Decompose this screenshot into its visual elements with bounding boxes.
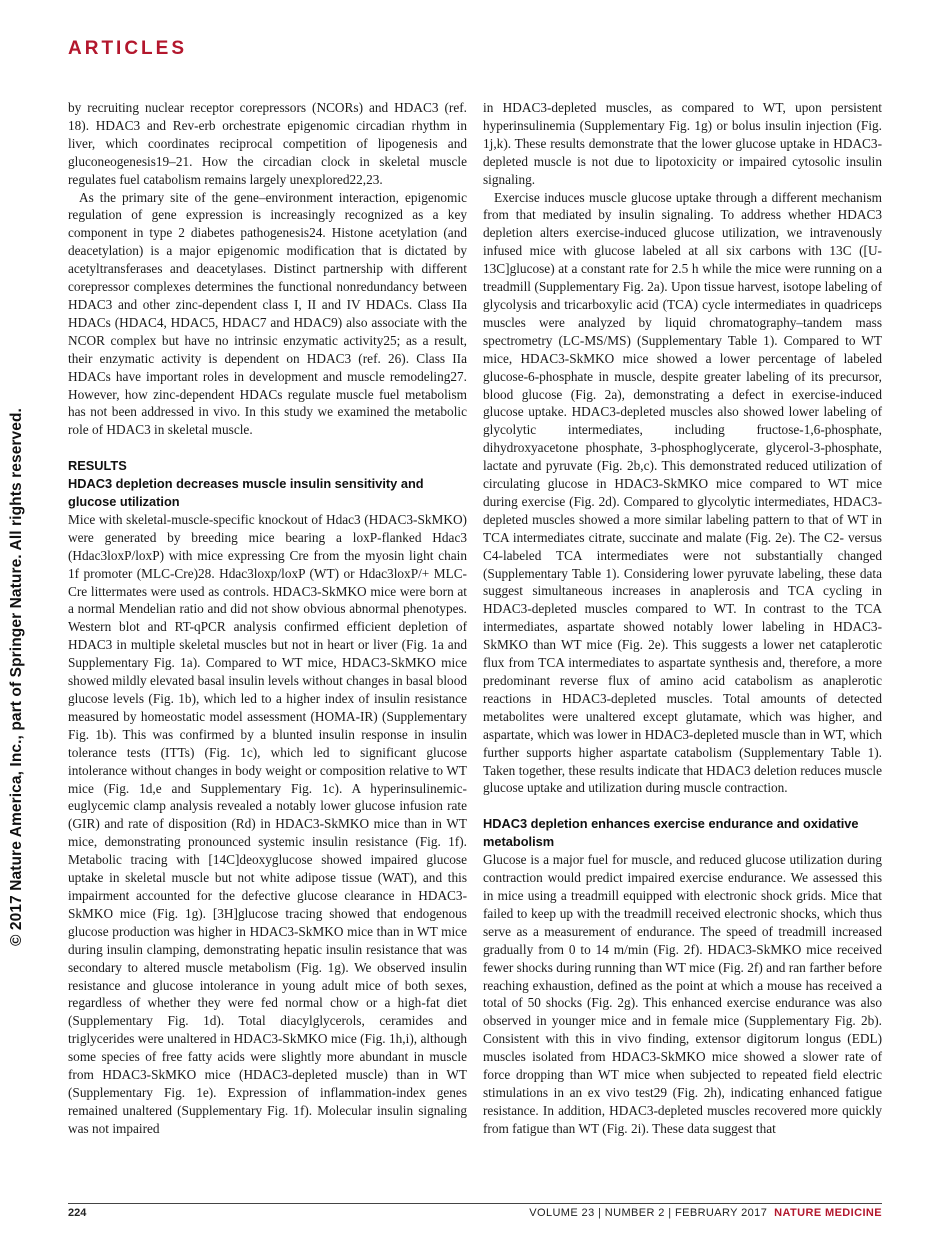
paragraph: in HDAC3-depleted muscles, as compared to WT, upon persistent hyperinsulinemia (Supplementary Fig. 1g) or bolus insulin injection (Fig. 1j,k). These results demonstrate that the lower glucose uptake in HDAC3-depleted muscle is not due to lipotoxicity or impaired cytosolic insulin signaling. xyxy=(483,100,882,187)
journal-name: NATURE MEDICINE xyxy=(774,1207,882,1219)
paragraph: Glucose is a major fuel for muscle, and reduced glucose utilization during contraction would predict impaired exercise endurance. We assessed this in mice using a treadmill equipped with electronic shock grids. Mice that failed to keep up with the treadmill received electronic shocks, which thus serve as a measurement of endurance. The speed of treadmill increased gradually from 0 to 14 m/min (Fig. 2f). HDAC3-SkMKO mice received fewer shocks during running than WT mice (Fig. 2f) and ran farther before reaching exhaustion, defined as the point at which a mouse has received a total of 50 shocks (Fig. 2g). This enhanced exercise endurance was also observed in younger mice and in female mice (Supplementary Fig. 2b). Consistent with this in vivo finding, extensor digitorum longus (EDL) muscles isolated from HDAC3-SkMKO mice showed a slower rate of force dropping than WT mice when subjected to repeated field electric stimulations in an ex vivo test29 (Fig. 2h), indicating enhanced fatigue resistance. In addition, HDAC3-depleted muscles recovered more quickly from fatigue than WT (Fig. 2i). These data suggest that xyxy=(483,852,882,1136)
subsection-heading: HDAC3 depletion decreases muscle insulin sensitivity and glucose utilization xyxy=(68,476,424,510)
page-number: 224 xyxy=(68,1207,87,1219)
paragraph: Exercise induces muscle glucose uptake through a different mechanism from that mediated by insulin signaling. To address whether HDAC3 depletion alters exercise-induced glucose utilization, we intravenously infused mice with glucose labeled at all six carbons with 13C ([U-13C]glucose) at a constant rate for 2.5 h while the mice were running on a treadmill (Supplementary Fig. 2a). Upon tissue harvest, isotope labeling of glycolysis and tricarboxylic acid (TCA) cycle intermediates in quadriceps muscles were analyzed by liquid chromatography–tandem mass spectrometry (LC-MS/MS) (Supplementary Table 1). Compared to WT mice, HDAC3-SkMKO mice showed a lower percentage of labeled glucose-6-phosphate in muscle, despite greater labeling of its precursor, blood glucose (Fig. 2a), demonstrating a defect in exercise-induced glucose uptake. HDAC3-depleted muscles also showed lower labeling of glycolytic intermediates, including fructose-1,6-phosphate, dihydroxyacetone phosphate, 3-phosphoglycerate, glycerol-3-phosphate, lactate and pyruvate (Fig. 2b,c). This demonstrated reduced utilization of circulating glucose in HDAC3-SkMKO mice compared to WT mice during exercise (Fig. 2d). Compared to glycolytic intermediates, HDAC3-depleted muscles showed a more similar labeling pattern to that of WT in TCA intermediates citrate, succinate and malate (Fig. 2e). The C2- versus C4-labeled TCA intermediates were not substantially changed (Supplementary Table 1). Considering lower pyruvate labeling, these data suggest simultaneous increases in anaplerosis and TCA cycling in HDAC3-depleted muscles compared to WT. In contrast to the TCA intermediates, aspartate showed notably lower labeling in HDAC3-SkMKO than WT mice (Fig. 2e). This suggests a lower net cataplerotic flux from TCA intermediates to aspartate synthesis and, therefore, a more predominant reverse flux of amino acid catabolism as anaplerotic reactions in HDAC3-depleted muscles. Total amounts of detected metabolites were unaltered except glutamate, which was higher, and aspartate, which was lower in HDAC3-depleted muscle than in WT, which further supports higher aspartate catabolism (Supplementary Table 1). Taken together, these results indicate that HDAC3 deletion reduces muscle glucose uptake and utilization during muscle contraction. xyxy=(483,189,882,796)
paragraph: As the primary site of the gene–environment interaction, epigenomic regulation of gene expression is increasingly recognized as a key component in type 2 diabetes pathogenesis24. Histone acetylation (and deacetylation) is a major epigenomic modification that is dictated by acetyltransferases and deacetylases. Distinct partnership with different corepressor complexes determines the functional nonredundancy between HDAC3 and other zinc-dependent class I, II and IV HDACs. Class IIa HDACs (HDAC4, HDAC5, HDAC7 and HDAC9) also associate with the NCOR complex but have no intrinsic enzymatic activity25; as a result, their enzymatic activity is dependent on HDAC3 (ref. 26). Class IIa HDACs have important roles in development and muscle remodeling27. However, how zinc-dependent HDACs regulate muscle fuel metabolism has not been addressed in vivo. In this study we examined the metabolic role of HDAC3 in skeletal muscle. xyxy=(68,189,467,438)
results-heading: RESULTS xyxy=(68,458,127,474)
paragraph: Mice with skeletal-muscle-specific knockout of Hdac3 (HDAC3-SkMKO) were generated by breeding mice bearing a loxP-flanked Hdac3 (Hdac3loxP/loxP) with mice expressing Cre from the myosin light chain 1f promoter (MLC-Cre)28. Hdac3loxp/loxP (WT) or Hdac3loxP/+ MLC-Cre littermates were used as controls. HDAC3-SkMKO mice were born at a normal Mendelian ratio and did not show obvious abnormal phenotypes. Western blot and RT-qPCR analysis confirmed efficient depletion of HDAC3 in multiple skeletal muscles but not in heart or liver (Fig. 1a and Supplementary Fig. 1a). Compared to WT mice, HDAC3-SkMKO mice showed mildly elevated basal insulin levels without changes in basal blood glucose levels (Fig. 1b), which led to a higher index of insulin resistance measured by homeostatic model assessment (HOMA-IR) (Supplementary Fig. 1b). This was confirmed by a blunted insulin response in insulin tolerance tests (ITTs) (Fig. 1c), which led to significant glucose intolerance without changes in body weight or composition relative to WT mice (Fig. 1d,e and Supplementary Fig. 1c). A hyperinsulinemic-euglycemic clamp analysis revealed a notably lower glucose infusion rate (GIR) and rate of disposition (Rd) in HDAC3-SkMKO mice than in WT mice, demonstrating pronounced systemic insulin resistance (Fig. 1f). Metabolic tracing with [14C]deoxyglucose showed impaired glucose uptake in skeletal muscle but not white adipose tissue (WAT), and this impairment accounted for the defective glucose clearance in HDAC3-SkMKO mice (Fig. 1g). [3H]glucose tracing showed that endogenous glucose production was higher in HDAC3-SkMKO mice than in WT mice during insulin clamping, demonstrating hepatic insulin resistance that was secondary to altered muscle metabolism (Fig. 1g). We observed insulin resistance and glucose intolerance in young adult mice of both sexes, regardless of whether they were fed normal chow or a high-fat diet (Supplementary Fig. 1d). Total diacylglycerols, ceramides and triglycerides were unaltered in HDAC3-SkMKO mice (Fig. 1h,i), although some species of free fatty acids were slightly more abundant in muscle from HDAC3-SkMKO mice (HDAC3-depleted muscle) than in WT (Supplementary Fig. 1e). Expression of inflammation-index genes remained unaltered (Supplementary Fig. 1f). Molecular insulin signaling was not impaired xyxy=(68,511,467,1136)
subsection-heading: HDAC3 depletion enhances exercise endurance and oxidative metabolism xyxy=(483,816,859,850)
paragraph: by recruiting nuclear receptor corepressors (NCORs) and HDAC3 (ref. 18). HDAC3 and Rev-erb orchestrate epigenomic circadian rhythm in liver, which coordinates reciprocal competition of lipogenesis and gluconeogenesis19–21. How the circadian clock in skeletal muscle regulates fuel catabolism remains largely unexplored22,23. xyxy=(68,100,467,187)
copyright-notice: © 2017 Nature America, Inc., part of Springer Nature. All rights reserved. xyxy=(8,408,25,946)
issue-details: VOLUME 23 | NUMBER 2 | FEBRUARY 2017 xyxy=(529,1207,768,1219)
issue-info xyxy=(529,1207,882,1219)
section-header: ARTICLES xyxy=(68,38,187,59)
left-column xyxy=(68,99,467,1138)
footer-divider xyxy=(68,1203,882,1204)
right-column xyxy=(483,99,882,1138)
